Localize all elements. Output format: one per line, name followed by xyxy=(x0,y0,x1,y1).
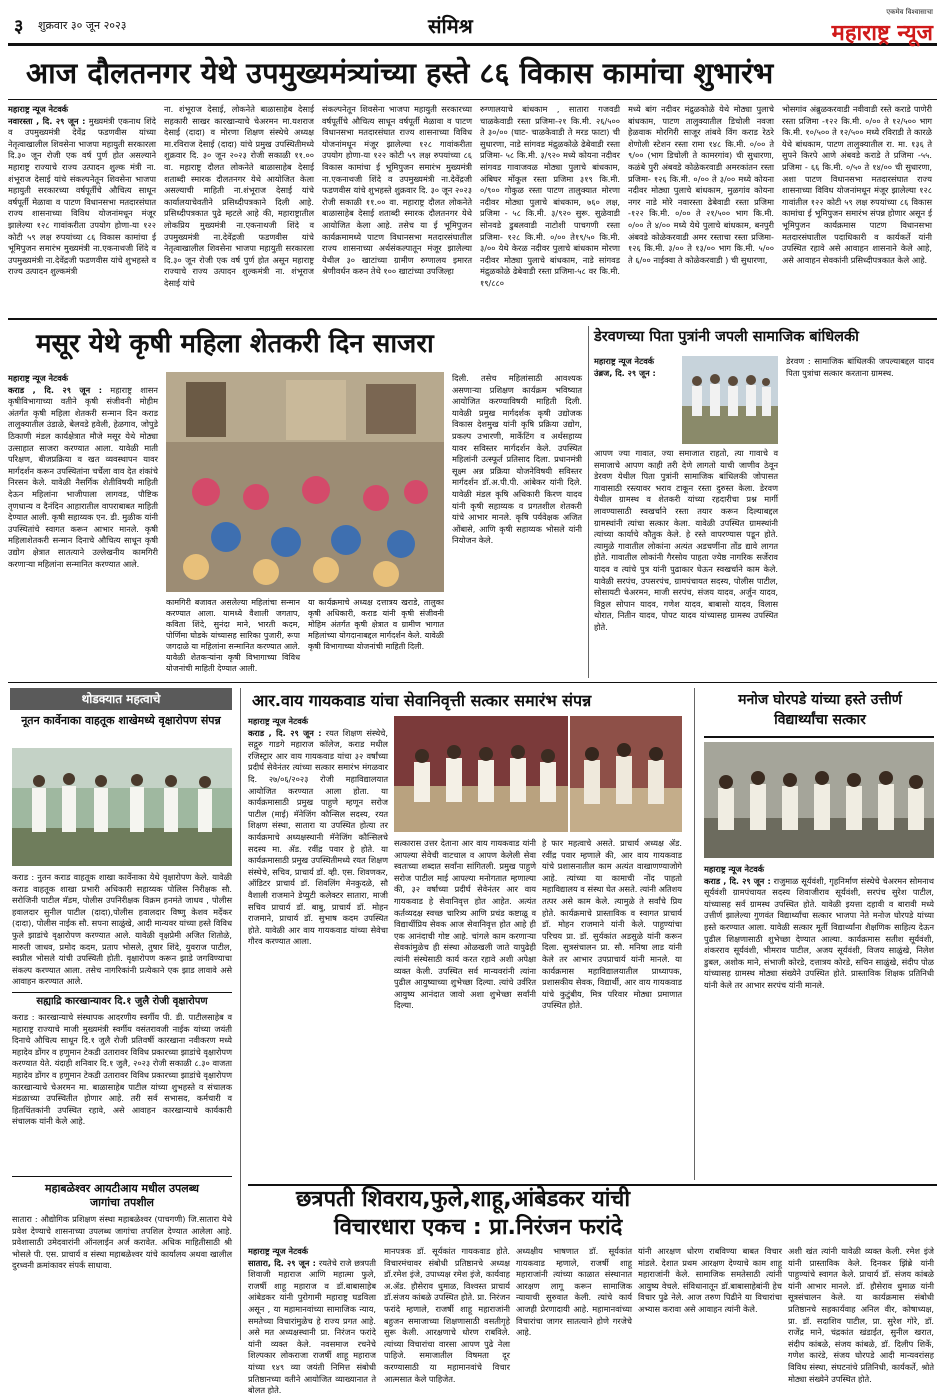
story6-text-4: यांनी आरक्षण धोरण राबविण्या बाबत विचार मांडले. देशात प्रथम आरक्षण देण्याचे काम शाहू महाराजांनी केले. सामाजिक समतेसाठी त्यांनी आयुष्य वेचले. संविधानातून डॉ.बाबासाहेबांनी हेच विचार पुढे नेले. आज तरुण पिढीने या विचारांचा अभ्यास करावा असे आवाहन त्यांनी केले. xyxy=(638,1246,782,1314)
story5-headline-1: मनोज घोरपडे यांच्या हस्ते उत्तीर्ण xyxy=(738,692,902,708)
story6-column-2 xyxy=(384,1246,510,1384)
brand-tagline: एकमेव विश्वासाचा xyxy=(886,8,933,16)
story4-column-3 xyxy=(542,838,682,1178)
story6-byline: महाराष्ट्र न्यूज नेटवर्क xyxy=(248,1246,309,1256)
story5-photo xyxy=(704,742,934,858)
story2-headline: मसूर येथे कृषी महिला शेतकरी दिन साजरा xyxy=(36,329,434,359)
sidebar-divider-1 xyxy=(12,992,232,993)
masthead xyxy=(8,6,937,46)
story5-headline-2: विद्यार्थ्यांचा सत्कार xyxy=(774,712,866,728)
story4-text: रयत शिक्षण संस्थेचे, सद्गुरु गाडगे महाराज कॉलेज, कराड मधील रजिस्ट्रार आर वाय गायकवाड यांचा ३२ वर्षांच्या प्रदीर्घ सेवेनंतर त्यांच्या सत्कार समारंभ मंगळवार दि. २७/०६/२०२३ रोजी महाविद्यालयात आयोजित करण्यात आला होता. या कार्यक्रमासाठी प्रमुख पाहुणे म्हणून सरोज पाटील (माई) मॅनेजिंग कौन्सिल सदस्य, रयत शिक्षण संस्था, सातारा या उपस्थित होत्या तर कार्यक्रमाचे अध्यक्षस्थानी मॅनेजिंग कौन्सिलचे सदस्य मा. ॲड. रवींद्र पवार हे होते. या कार्यक्रमासाठी प्रमुख उपस्थितीमध्ये रयत शिक्षण संस्थेचे, सचिव, प्राचार्य डॉ. व्ही. एस. शिवणकर, ऑडिटर प्राचार्य डॉ. शिवलिंग मेनकुदळे, सौ वैशाली राजमाने डेप्युटी कलेक्टर सातारा, माजी सचिव प्राचार्य डॉ. बाबु, प्राचार्य डॉ. मोहन राजमाने, प्राचार्य डॉ. सुभाष कदम उपस्थित होते. यावेळी आर वाय गायकवाड यांच्या सेवेचा गौरव करण्यात आला. xyxy=(248,727,388,947)
story3-column-2 xyxy=(594,448,778,676)
story4-text-3: हे फार महत्वाचे असते. प्राचार्य अध्यक्ष ॲड. रवींद्र पवार म्हणाले की, आर वाय गायकवाड यांचे प्रशासनातील काम अत्यंत वाखाणण्याजोगे आहे. त्यांच्या या कामाची नोंद पाहतो महाविद्यालय व संस्था घेत असते. त्यांनी अतिशय तत्पर असे काम केले. त्यामुळे ते सर्वांचे प्रिय होते. कार्यक्रमाचे प्रास्ताविक व स्वागत प्राचार्य डॉ. मोहन राजमाने यांनी केले. पाहुण्यांचा परिचय प्रा. डॉ. सुर्यकांत अडसुळे यांनी करून दिला. सुत्रसंचालन प्रा. सौ. मनिषा लाड यांनी केले तर आभार उपप्राचार्य यांनी मानले. या कार्यक्रमास महाविद्यालयातील प्राध्यापक, प्रशासकीय सेवक, विद्यार्थी, आर वाय गायकवाड यांचे कुटुंबीय, मित्र परिवार मोठ्या प्रमाणात उपस्थित होते. xyxy=(542,838,682,1011)
story4-text-2: सत्कारास उत्तर देताना आर वाय गायकवाड यांनी आपल्या सेवेची वाटचाल व आपण केलेली सेवा स्वतःच्या शब्दात सर्वांना सांगितली. प्रमुख पाहुणे सरोज पाटील माई आपल्या मनोगतात म्हणाल्या की, ३२ वर्षाच्या प्रदीर्घ सेवेनंतर आर वाय गायकवाड हे सेवानिवृत्त होत आहेत. अत्यंत कर्तव्यदक्ष स्वच्छ चारित्र्य आणि प्रचंड कष्टाळू व विद्यार्थीप्रिय सेवक आज सेवानिवृत्त होत आहे ही एक आनंदाची गोष्ट आहे. चांगले काम करणाऱ्या सेवकांमुळेच ही संस्था ओळखली जाते यापुढेही त्यांनी संस्थेसाठी कार्य करत रहावे अशी अपेक्षा व्यक्त केली. उपस्थित सर्व मान्यवरांनी त्यांना पुढील आयुष्याच्या शुभेच्छा दिल्या. त्यांचे उर्वरित आयुष्य आनंदात जावो अशा शुभेच्छा सर्वांनी दिल्या. xyxy=(394,838,536,1011)
story1-column-2 xyxy=(164,104,314,312)
brand-name: महाराष्ट्र न्यूज xyxy=(831,20,933,46)
story6-text-1: रयतेचे राजे छत्रपती शिवाजी महाराज आणि महात्मा फुले, राजर्षी शाहू महाराज व डॉ.बाबासाहेब आंबेडकर यांनी पुरोगामी महाराष्ट्र घडविला असून , या महामानवांच्या सामाजिक न्याय, समतेच्या विचारांमुळेच हे राज्य प्रगत आहे. असे मत अध्यक्षस्थानी प्रा. निरंजन फरांदे यांनी व्यक्त केले. नवसमाज रचनेचे शिल्पकार लोकराजा राजर्षी शाहू महाराज यांच्या १४९ व्या जयंती निमित्त संबोधी प्रतिष्ठानच्या वतीने आयोजित व्याख्यानात ते बोलत होते. xyxy=(248,1257,376,1396)
story6-column-4 xyxy=(638,1246,782,1340)
story5-headline-rule xyxy=(704,736,934,738)
story1-text-1: मुख्यमंत्री एकनाथ शिंदे व उपमुख्यमंत्री देवेंद्र फडणवीस यांच्या नेतृत्वाखालील शिवसेना भाजपा महायुती सरकारला दि.३० जून रोजी एक वर्ष पुर्ण होत असल्याने महाराष्ट्र राज्याचे राज्य उत्पादन शुल्क मंत्री ना. शंभूराज देसाई यांचे संकल्पनेतून शिवसेना भाजपा महायुती सरकारच्या वर्षपूर्तीचे औचित्य साधून वर्षपूर्ती मेळावा व पाटण विधानसभा मतदारसंघात राज्य शासनाच्या विविध योजनांमधून मंजूर झालेल्या १२८ गावांकरीता उपयोग होणा-या १२२ कोटी ५९ लक्ष रुपयांच्या ८६ विकास कामांचा ई भूमिपुजन समारंभ मुख्यमंत्री ना.एकनाथजी शिंदे व उपमुख्यमंत्री ना.देवेंद्रजी फडणवीस यांचे शुभहस्ते व राज्य उत्पादन शुल्कमंत्री xyxy=(8,115,157,277)
story3-text: आपण ज्या गावात, ज्या समाजात राहतो, त्या गावाचे व समाजाचे आपण काही तरी देणे लागतो याची जाणीव ठेवून डेरवण येथील पिता पुत्रांनी सामाजिक बांधिलकी जोपासत गावासाठी रस्त्यावर भराव टाकून रस्ता दुरुस्त केला. डेरवण येथील ग्रामस्थ व शेतकरी यांच्या रहदारीचा प्रश्न मार्गी लावण्यासाठी स्वखर्चाने रस्ता तयार करून दिल्याबद्दल ग्रामस्थांनी त्यांचा सत्कार केला. यावेळी उपस्थित ग्रामस्थांनी त्यांच्या कार्याचे कौतुक केले. हे रस्ते वापरण्यास पडून होते. त्यामुळे गावातील लोकांना अत्यंत अडचणींना तोंड द्यावे लागत होते. गावातील लोकांनी गैरसोय पाहता ज्येष्ठ नागरिक सर्जेराव यादव व त्यांचे पुत्र यांनी पुढाकार घेऊन स्वखर्चाने काम केले. यावेळी सरपंच, उपसरपंच, ग्रामपंचायत सदस्य, पोलीस पाटील, सोसायटी चेअरमन, माजी सरपंच, संजय यादव, अर्जुन यादव, विठ्ठल सोपान यादव, गणेश यादव, बाबासो यादव, विलास थोरात, नितीन यादव, पोपट यादव यांच्यासह ग्रामस्थ उपस्थित होते. xyxy=(594,448,778,632)
story3-column-3 xyxy=(786,356,934,676)
story4-column-1 xyxy=(248,716,388,1176)
story6-column-1 xyxy=(248,1246,376,1396)
story2-caption-1 xyxy=(166,597,300,677)
story5-text: राजुमाळ सूर्यवंशी, गृहनिर्माण संस्थेचे चेअरमन सोमनाथ सूर्यवंशी ग्रामपंचायत सदस्य शिवाजीराव सूर्यवंशी, सरपंच सुरेश पाटील, यांच्यासह सर्व ग्रामस्थ उपस्थित होते. यावेळी इयत्ता दहावी व बारावी मध्ये उत्तीर्ण झालेल्या गुणवंत विद्यार्थ्यांचा सत्कार भाजपा नेते मनोज घोरपडे यांच्या हस्ते करण्यात आला. यावेळी सत्कार मूर्ती विद्यार्थ्यांना शैक्षणिक साहित्य देऊन पुढील शिक्षणासाठी शुभेच्छा देण्यात आल्या. कार्यक्रमास सतीश सूर्यवंशी, शंकरराव सूर्यवंशी, भीमराव पाटील, अजय सूर्यवंशी, विजय साळुंखे, निलेश डुबल, अशोक माने, संभाजी कोरडे, दत्तात्रय कोरडे, सचिन साळुंखे, संदीप पोळ यांच्यासह ग्रामस्थ मोठ्या संख्येने उपस्थित होते. प्रास्ताविक शिक्षक प्रतिनिधी यांनी केले तर आभार सरपंच यांनी मानले. xyxy=(704,875,934,990)
issue-date: शुक्रवार ३० जून २०२३ xyxy=(38,19,127,32)
story6-dateline: सातारा, दि. २९ जून : xyxy=(248,1257,316,1268)
sidebar-item3-body: सातारा : औद्योगिक प्रशिक्षण संस्था महाबळेश्वर (पाचगणी) जि.सातारा येथे प्रवेश देण्याचे शासनाच्या उपलब्ध जागांचा तपशिल देण्यात आलेला आहे. प्रवेशासाठी उमेदवारांनी ऑनलाईन अर्ज करावेत. अधिक माहितीसाठी श्री भोसले पी. एस. प्राचार्य व संस्था महाबळेश्वर यांचे कार्यालय अथवा खालील दुरध्वनी क्रमांकावर संपर्क साधावा. xyxy=(12,1214,232,1271)
brand-logo xyxy=(832,8,933,47)
story1-top-rule xyxy=(8,99,937,100)
story6-headline-1: छत्रपती शिवराय,फुले,शाहू,आंबेडकर यांची xyxy=(296,1187,631,1212)
story4-byline: महाराष्ट्र न्यूज नेटवर्क xyxy=(248,716,309,726)
section-name: संमिश्र xyxy=(428,14,473,38)
story2-lead: महाराष्ट्र शासन कृषीविभागाच्या वतीने कृषी संजीवनी मोहीम अंतर्गत कृषी महिला शेतकरी सन्मान दिन कराड तालुक्यातील उंडाळे, बेलवडे हवेली, हेळगाव, जोपुडे ठिकाणी मंडल कार्यक्षेत्रात मौजे मसूर येथे मोठ्या उत्साहात साजरा करण्यात आला. यावेळी माती परिक्षण, बीजप्रक्रिया व खत व्यवस्थापन यावर मार्गदर्शन करून उपस्थितांना चर्चेला वाव देत शंकांचे निरसन केले. यावेळी नैसर्गिक शेतीविषयी माहिती देऊन महिलांना भाजीपाला लागवड, पौष्टिक तृणधान्य व दैनंदिन आहारातील वापराबाबत माहिती देण्यात आली. कृषी सहाय्यक एन. डी. मुळीक यांनी उपस्थितांचे स्वागत करून आभार मानले. कृषी महिलाशेतकरी सन्मान दिनाचे औचित्य साधून कृषी उद्योग क्षेत्रात सातत्याने उल्लेखनीय कामगिरी करणाऱ्या महिलांना सन्मानित करण्यात आले. xyxy=(8,384,158,569)
sidebar-item3-title: महाबळेश्वर आयटीआय मधील उपलब्ध जागांचा तपशील xyxy=(45,1182,199,1209)
sidebar-banner: थोडक्यात महत्वाचे xyxy=(10,688,232,710)
story2-byline: महाराष्ट्र न्यूज नेटवर्क xyxy=(8,373,69,383)
story2-caption-text-2: या कार्यक्रमाचे अध्यक्ष दत्तात्रय खराडे, तालुका कृषी अधिकारी, कराड यांनी कृषी संजीवनी मोहिम अंतर्गत कृषी क्षेत्रात व ग्रामीण भागात महिलांच्या योगदानाबद्दल मार्गदर्शन केले. यावेळी कृषी विभागाच्या योजनांची माहिती दिली. xyxy=(308,598,444,651)
story4-headline: आर.वाय गायकवाड यांचा सेवानिवृत्ती सत्कार समारंभ संपन्न xyxy=(252,691,592,710)
story6-text-2: मानपत्रक डॉ. सूर्यकांत गायकवाड होते. विचारमंचावर संबोधी प्रतिष्ठानचे अध्यक्ष डॉ.रमेश इंजे, उपाध्यक्ष रमेश इंजे, कार्यवाह अ.ॲड. हौसेराव धुमाळ, विश्वस्त प्राचार्य डॉ.संजय कांबळे उपस्थित होते. प्रा. निरंजन फरांदे म्हणाले, राजर्षी शाहू महाराजांनी बहुजन समाजाच्या शिक्षणासाठी वसतीगृहे सुरू केली. आरक्षणाचे धोरण राबविले. त्यांच्या विचारांचा वारसा आपण पुढे नेला पाहिजे. समाजातील विषमता दूर करण्यासाठी या महामानवांचे विचार आत्मसात केले पाहिजेत. xyxy=(384,1246,510,1384)
story1-text-3: संकल्पनेतून शिवसेना भाजपा महायुती सरकारच्या वर्षपूर्तीचे औचित्य साधून वर्षपूर्ती मेळावा व पाटण विधानसभा मतदारसंघात राज्य शासनाच्या विविध योजनांमधून मंजूर झालेल्या १२८ गावांकरीता उपयोग होणा-या १२२ कोटी ५९ लक्ष रुपयांच्या ८६ विकास कामांचा ई भूमिपुजन समारंभ मुख्यमंत्री ना.एकनाथजी शिंदे व उपमुख्यमंत्री ना.देवेंद्रजी फडणवीस यांचे शुभहस्ते शुक्रवार दि. ३० जून २०२३ रोजी सकाळी ११.०० वा. महाराष्ट्र दौलत लोकनेते बाळासाहेब देसाई शताब्दी स्मारक दौलतनगर येथे आयोजित केला आहे. तसेच या ई भूमिपुजन कार्यक्रमामध्ये पाटण विधानसभा मतदारसंघातील राज्य शासनाच्या अर्थसंकल्पातून मंजूर झालेल्या येथील ३० खाटांच्या ग्रामीण रुग्णालय इमारत श्रेणीवर्धन करुन तेथे १०० खाटांच्या उपजिल्हा xyxy=(322,104,472,277)
story1-column-5 xyxy=(628,104,774,312)
story2-column-3 xyxy=(452,373,582,677)
sidebar-item1-body: कराड : नुतन कराड वाहतूक शाखा कार्वेनाका येथे वृक्षारोपण केले. यावेळी कराड वाहतूक शाखा प्रभारी अधिकारी सहाय्यक पोलिस निरीक्षक सौ. सरोजिनी पाटील मॅडम, पोलीस उपनिरीक्षक विक्रम हनमंते जाधव , पोलीस हवालदार सुनील पाटील (दादा),पोलीस हवालदार विष्णु केशव मर्देकर (दादा), पोलीस नाईक सौ. सपना साळुंखे, आदी मान्यवर यांच्या हस्ते विविध फुले झाडांचे वृक्षारोपण करण्यात आले. यावेळी वृक्षप्रेमी अजित शितोळे, मारुती जाधव, प्रमोद कदम, प्रताप भोसले, तुषार शिंदे, युवराज पाटील, स्वप्नील भोसले यांची उपस्थिती होती. वृक्षारोपण करून झाडे जगविण्याचा संकल्प करण्यात आला. तसेच नागरिकांनी प्रत्येकाने एक झाड लावावे असे आवाहन करण्यात आले. xyxy=(12,872,232,987)
sidebar-item3-text xyxy=(12,1214,232,1340)
divider-story2-story3 xyxy=(588,326,589,678)
story2-dateline: कराड , दि. २९ जून : xyxy=(8,384,102,395)
story3-column-1 xyxy=(594,356,678,456)
story1-column-6 xyxy=(782,104,932,312)
story2-photo xyxy=(166,372,444,592)
story1-dateline: नवारस्ता , दि. २९ जून : xyxy=(8,115,86,126)
story1-text-4: रुग्णालयाचे बांधकाम , सातारा गजवडी चाळकेवाडी रस्ता प्रजिमा-२१ कि.मी. २६/५०० ते ३०/०० (घाट- चाळकेवाडी ते मरड फाटा) ची सुधारणा, नाडे सांगवड मंद्रुळकोळे ढेबेवाडी रस्ता प्रजिमा- ५८ कि.मी. ३/९२० मध्ये कोयना नदीवर सांगवड गावाजवळ मोठ्या पुलाचे बांधकाम, अंबिघर मोंकूल रस्ता प्रजिमा ३१९ कि.मी. ०/९०० गोकुळ रस्ता पाटण तालुक्यात मोरणा नदीवर मोठ्या पुलाचे बांधकाम, ७६० लक्ष, प्रजिमा - ५८ कि.मी. ३/९२० सुरू. सुळेवाडी सोनवडे डुबलवाडी नाटोशी पाचगणी रस्ता प्रजिमा- १२८ कि.मी. ०/०० ते१९/५० कि.मी. ३/०० येथे केरळ नदीवर पुलाचे बांधकाम मोरणा नदीवर मोठ्या पुलाचे बांधकाम, नाडे सांगवड मंद्रुळकोळे ढेबेवाडी रस्ता प्रजिमा-५८ वर कि.मी. १९/८८० xyxy=(480,104,620,288)
story4-photo-2 xyxy=(570,716,682,832)
divider-sidebar xyxy=(240,688,241,1340)
story2-column-1 xyxy=(8,373,158,605)
story2-caption-text-1: कामगिरी बजावत असलेल्या महिलांचा सन्मान करण्यात आला. यामध्ये वैशाली जगताप, कविता शिंदे, सुनंदा माने, भारती कदम, पोर्णिमा घोडके यांच्यासह सारिका पुजारी, रूपा जगदाळे या महिलांना सन्मानित करण्यात आले. यावेळी शेतकऱ्यांना कृषी विभागाच्या विविध योजनांची माहिती देण्यात आली. xyxy=(166,598,300,673)
story2-bottom-rule xyxy=(8,682,937,683)
story5-byline: महाराष्ट्र न्यूज नेटवर्क xyxy=(704,864,765,874)
story1-column-4 xyxy=(480,104,620,312)
story4-dateline: कराड , दि. २९ जून : xyxy=(248,727,322,738)
story1-text-6: भोसगांव अंब्रुळकरवाडी नवीवाडी रस्ते कराडे पाणेरी रस्ता प्रजिमा -१२२ कि.मी. ०/०० ते १२/५०० भाग कि.मी. १०/५०० ते १२/५०० मध्ये रविराडी ते कारळे येथे बांधकाम, पाटण तालुक्यातील रा. मा. १३६ ते सुपने किरपे आणे अंबवडे कराडे ते प्रजिमा -५५. प्रजिमा - ६६ कि.मी. ०/५० ते १४/०० ची सुधारणा, अशा पाटण विधानसभा मतदारसंघात राज्य शासनाच्या विविध योजनांमधून मंजूर झालेल्या १२८ गावांतील १२२ कोटी ५९ लक्ष रुपयांच्या ८६ विकास कामांचा ई भूमिपुजन समारंभ संपन्न होणार असून ई भूमिपुजन कार्यक्रमास पाटण विधानसभा मतदारसंघातील पदाधिकारी व कार्यकर्ते यांनी उपस्थित रहावे असे आवाहन शासनाने केले आहे, असे आवाहन सेवकांनी प्रसिध्दीपत्रकात केले आहे. xyxy=(782,104,932,265)
story5-dateline: कराड , दि. २९ जून : xyxy=(704,875,771,886)
story6-top-rule xyxy=(248,1184,937,1186)
sidebar-item1-text xyxy=(12,872,232,988)
story1-text-5: मध्ये बांग नदीवर मंद्रुळकोळे येथे मोठ्या पुलाचे बांधकाम, पाटण तालुक्यातील डिचोली नवजा हेळवाक मोरगिरी साजूर तांबवे विंग कराड रेठरे शेणोली स्टेशन रस्ता रामा १४८ कि.मी. ०/०० ते ९/०० (भाग डिचोली ते कामरगांव) ची सुधारणा, कळंबे पुरी अंबवडे कोळेकरवाडी अमरकांतन रस्ता प्रजिमा- १२६ कि.मी. ०/०० ते ३/०० मध्ये कोयना नदीवर मोठ्या पुलाचे बांधकाम, मुळगांव कोयना नगर नाडे मोरे नवारस्ता ढेबेवाडी रस्ता प्रजिमा -१२२ कि.मी. ०/०० ते २१/५०० भाग कि.मी. ०/०० ते ४/०० मध्ये येथे पुलाचे बांधकाम, बनपुरी अंबवडे कोळेकरवाडी अमर रस्ताचा रस्ता प्रजिमा- १२६ कि.मी. ३/०० ते १३/०० भाग कि.मी. ५/०० ते ६/०० नाईक्वा ते कोळेकरवाडी ) ची सुधारणा, xyxy=(628,104,774,265)
story1-column-3 xyxy=(322,104,472,312)
story3-dateline: उंब्रज, दि. २९ जून : xyxy=(594,367,656,378)
story6-headline-2: विचारधारा एकच : प्रा.निरंजन फरांदे xyxy=(334,1215,623,1240)
story4-photo xyxy=(394,716,568,832)
sidebar-divider-2 xyxy=(12,1176,232,1177)
story3-photo xyxy=(682,356,778,444)
story1-byline: महाराष्ट्र न्यूज नेटवर्क xyxy=(8,104,69,114)
story6-column-5 xyxy=(788,1246,934,1384)
sidebar-item2-text xyxy=(12,1012,232,1172)
page-number: ३ xyxy=(14,16,24,37)
story6-column-3 xyxy=(516,1246,632,1340)
sidebar-item1-title: नूतन कार्वेनाका वाहतूक शाखेमध्ये वृक्षारोपण संपन्न xyxy=(21,714,221,727)
story6-text-5: अशी खंत त्यांनी यावेळी व्यक्त केली. रमेश इंजे यांनी प्रास्ताविक केले. दिनकर झिंब्रे यांनी पाहुण्यांचे स्वागत केले. प्राचार्य डॉ. संजय कांबळे यांनी आभार मानले. डॉ. हौसेराव धुमाळ यांनी सूत्रसंचालन केले. या कार्यक्रमास संबोधी प्रतिष्ठानचे सहकार्यवाह अनिल वीर, कोषाध्यक्ष, प्रा. डॉ. सदाशिव पाटील, प्रा. सुरेश गोरे, डॉ. राजेंद्र माने, चंद्रकांत खंडाईत, सुनील खरात, संदीप कांबळे, संजय कांबळे, डॉ. दिलीप शिर्के, गणेश कारंडे, संजय घोरपडे आदी मान्यवरांसह विविध संस्था, संघटनांचे प्रतिनिधी, कार्यकर्ते, श्रोते मोठ्या संख्येने उपस्थित होते. xyxy=(788,1246,934,1384)
sidebar-item2-body: कराड : कारखान्याचे संस्थापक आदरणीय स्वर्गीय पी. डी. पाटीलसाहेब व महाराष्ट्र राज्याचे माजी मुख्यमंत्री स्वर्गीय वसंतरावजी नाईक यांच्या जयंती दिनाचे औचित्य साधून दि.१ जुलै रोजी प्रतिवर्षी कारखाना नवीकरण मध्ये महादेव डोंगर व हणुमान टेकडी उतारावर विविध प्रकारच्या झाडांचे वृक्षारोपण करण्यात येते. यंदाही शनिवार दि.१ जुलै, २०२३ रोजी सकाळी ८.३० वाजता महादेव डोंगर व हणुमान टेकडी उतारावर विविध प्रकारच्या झाडांचे वृक्षारोपण कारखान्याचे चेअरमन मा. बाळासाहेब पाटील यांच्या शुभहस्ते व संचालक मंडळाच्या उपस्थितीत होणार आहे. तरी सर्व सभासद, कर्मचारी व हितचिंतकांनी उपस्थित रहावे, असे आवाहन कारखान्याचे कार्यकारी संचालक यांनी केले आहे. xyxy=(12,1012,232,1127)
story1-bottom-rule xyxy=(8,318,937,320)
story6-text-3: अध्यक्षीय भाषणात डॉ. सूर्यकांत गायकवाड म्हणाले, राजर्षी शाहू महाराजांनी त्यांच्या काळात संस्थानात आरक्षण लागू करून सामाजिक न्यायाची सुरुवात केली. त्यांचे कार्य आजही प्रेरणादायी आहे. महामानवांच्या विचारांचा जागर सातत्याने होणे गरजेचे आहे. xyxy=(516,1246,632,1338)
divider-story4-story5 xyxy=(694,688,695,1180)
sidebar-item2-title: सह्याद्रि कारखान्यावर दि.१ जुलै रोजी वृक्षारोपण xyxy=(36,996,208,1007)
story2-text-3: दिली. तसेच महिलांसाठी आवश्यक असणाऱ्या प्रशिक्षण कार्यक्रम भविष्यात आयोजित करण्याविषयी माहिती दिली. यावेळी प्रमुख मार्गदर्शक कृषी उद्योजक विकास देशमुख यांनी कृषि प्रक्रिया उद्योग, प्रकल्प उभारणी, मार्केटिंग व अर्थसहाय्य यावर सविस्तर मार्गदर्शन केले. उपस्थित महिलांनी उत्स्फूर्त प्रतिसाद दिला. प्रधानमंत्री सूक्ष्म अन्न प्रक्रिया योजनेविषयी सविस्तर मार्गदर्शन डॉ.अ.पी.पी. आंबेकर यांनी दिले. यावेळी मंडल कृषि अधिकारी किरण यादव यांनी कृषी सहाय्यक व प्रगतशील शेतकरी यांचे आभार मानले. कृषि पर्यवेक्षक अजित ओंबासे, आणि कृषी सहाय्यक भोसले यांनी नियोजन केले. xyxy=(452,373,582,546)
story4-column-2 xyxy=(394,838,536,1178)
story1-text-2: ना. शंभूराज देसाई, लोकनेते बाळासाहेब देसाई सहकारी साखर कारखान्याचे चेअरमन मा.यशराज देसाई (दादा) व मोरणा शिक्षण संस्थेचे अध्यक्ष मा.रविराज देसाई (दादा) यांचे प्रमुख उपस्थितीमध्ये शुक्रवार दि. ३० जून २०२३ रोजी सकाळी ११.०० वा. महाराष्ट्र दौलत लोकनेते बाळासाहेब देसाई शताब्दी स्मारक दौलतनगर येथे आयोजित केला असल्याची माहिती ना.शंभूराज देसाई यांचे कार्यालयाचेवतीने प्रसिध्दीपत्रकाने दिली आहे. प्रसिध्दीपत्रकात पुढे म्हटले आहे की, महाराष्ट्रातील लोकप्रिय मुख्यमंत्री ना.एकनाथजी शिंदे व उपमुख्यमंत्री ना.देवेंद्रजी फडणवीस यांचे नेतृत्वाखालील शिवसेना भाजपा महायुती सरकारला दि.३० जून रोजी एक वर्ष पुर्ण होत असून महाराष्ट्र राज्याचे राज्य उत्पादन शुल्कमंत्री ना. शंभूराज देसाई यांचे xyxy=(164,104,314,288)
story5-text-block xyxy=(704,864,934,1178)
story3-byline: महाराष्ट्र न्यूज नेटवर्क xyxy=(594,356,655,366)
story1-column-1 xyxy=(8,104,156,312)
story3-headline: डेरवणच्या पिता पुत्रांनी जपली सामाजिक बांधिलकी xyxy=(594,329,859,345)
story1-headline: आज दौलतनगर येथे उपमुख्यमंत्र्यांच्या हस्ते ८६ विकास कामांचा शुभारंभ xyxy=(26,56,774,90)
story3-caption: डेरवण : सामाजिक बांधिलकी जपल्याबद्दल यादव पिता पुत्रांचा सत्कार करताना ग्रामस्थ. xyxy=(786,356,934,378)
sidebar-item1-photo xyxy=(12,748,232,866)
story2-caption-2 xyxy=(308,597,444,677)
